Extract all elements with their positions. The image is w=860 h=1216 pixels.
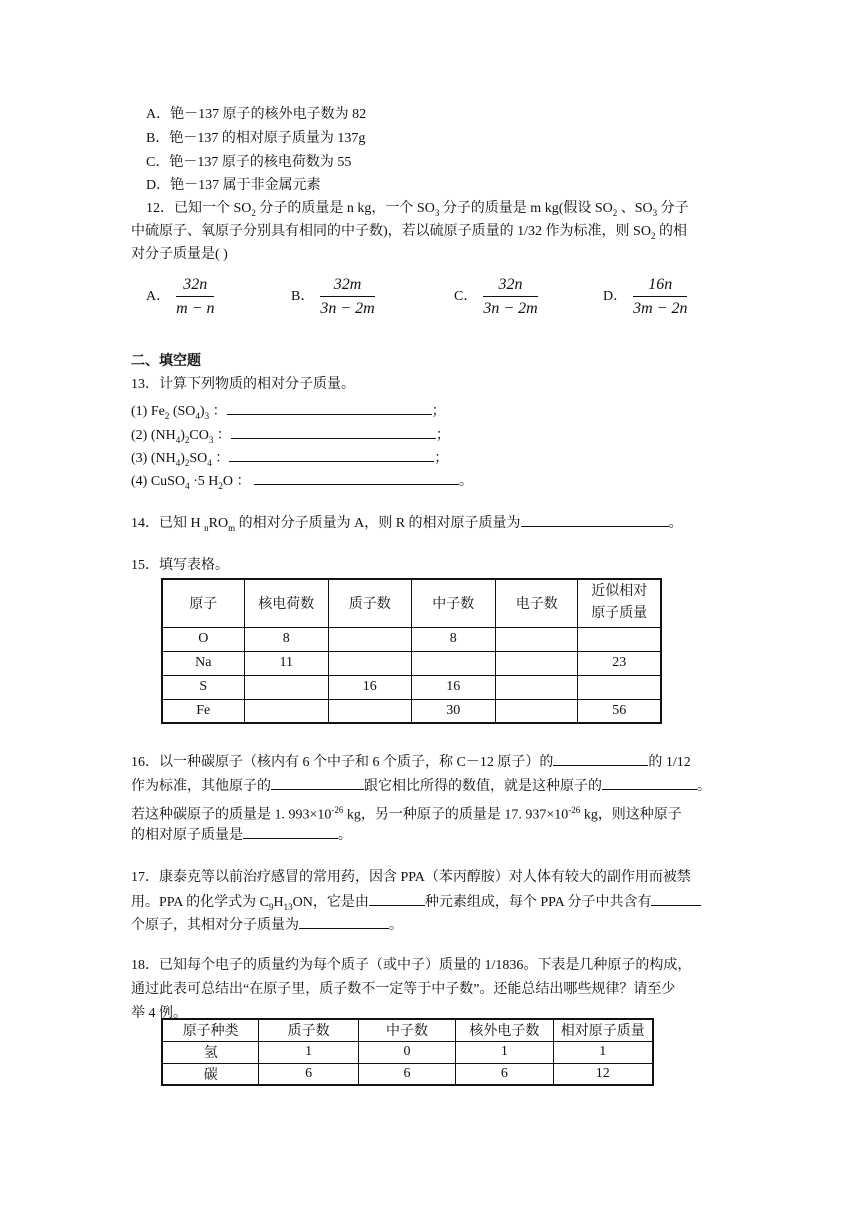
q16-line4: 的相对原子质量是 。	[131, 824, 352, 846]
q18-line2: 通过此表可总结出“在原子里，质子数不一定等于中子数”。还能总结出哪些规律？请至少	[131, 982, 676, 997]
q11-option-c: C．铯－137 原子的核电荷数为 55	[146, 155, 352, 170]
q12-line1: 12．已知一个 $SO_2$ 分子的质量是 n kg，一个 $SO_3$ 分子的质量是 m kg(假设 $SO_2$ 、$SO_3$ 分子	[146, 201, 689, 218]
q12-option-d[interactable]: D． $\frac{16n}{3m - 2n}$	[603, 276, 688, 317]
answer-blank[interactable]	[254, 470, 459, 485]
q15-title: 15．填写表格。	[131, 558, 229, 573]
q18-table	[161, 1018, 654, 1086]
q12-line2: 中硫原子、氧原子分别具有相同的中子数)，若以硫原子质量的 1/32 作为标准，则 $SO_2$ 的相	[131, 224, 687, 241]
q16-line2: 作为标准，其他原子的 跟它相比所得的数值，就是这种原子的 。	[131, 775, 711, 797]
table-cell-blank[interactable]	[244, 675, 328, 699]
q12-option-c[interactable]: C． $\frac{32n}{3n - 2m}$	[454, 276, 538, 317]
q11-option-b: B．铯－137 的相对原子质量为 137g	[146, 131, 366, 146]
table-cell-blank[interactable]	[495, 675, 578, 699]
fraction: $\frac{32n}{m - n}$	[176, 276, 215, 317]
q18-line3: 举 4 例。	[131, 1006, 187, 1021]
q13-item-4: (4) CuSO$_4$ ·5 $H_2O$ ： 。	[131, 470, 473, 496]
table-row: Na 11 23	[162, 651, 661, 675]
answer-blank[interactable]	[227, 400, 432, 415]
q14: 14．已知 H $_nRO_m$ 的相对分子质量为 A，则 R 的相对原子质量为 。	[131, 512, 683, 538]
table-row: S 16 16	[162, 675, 661, 699]
answer-blank[interactable]	[231, 424, 436, 439]
q17-line3: 个原子，其相对分子质量为 。	[131, 914, 403, 936]
fraction: $\frac{16n}{3m - 2n}$	[633, 276, 688, 317]
answer-blank[interactable]	[271, 775, 364, 790]
q11-option-a: A．铯－137 原子的核外电子数为 82	[146, 107, 367, 122]
table-cell-blank[interactable]	[578, 675, 661, 699]
q17-line2: 用。PPA 的化学式为 $C_9H_{13}ON$，它是由 种元素组成，每个 PPA 分子中共含有	[131, 891, 701, 917]
table-cell-blank[interactable]	[329, 627, 412, 651]
table-cell-blank[interactable]	[244, 699, 328, 723]
section-title: 二、填空题	[131, 354, 201, 369]
q13-item-2: (2) $(NH_4)_2CO_3$ ： ；	[131, 424, 450, 450]
q12-line3: 对分子质量是( )	[131, 247, 228, 262]
q15-table	[161, 578, 662, 724]
q12-option-b[interactable]: B． $\frac{32m}{3n - 2m}$	[291, 276, 375, 317]
table-row: 氢 1 0 1 1	[162, 1041, 653, 1063]
q17-line1: 17．康泰克等以前治疗感冒的常用药，因含 PPA（苯丙醇胺）对人体有较大的副作用而被禁	[131, 870, 691, 885]
answer-blank[interactable]	[521, 512, 669, 527]
q13-item-3: (3) $(NH_4)_2SO_4$ ： ；	[131, 447, 448, 473]
table-cell-blank[interactable]	[495, 627, 578, 651]
q13-item-1: (1) $Fe_2$ $(SO_4)_3$ ： ；	[131, 400, 446, 426]
table-row: O 8 8	[162, 627, 661, 651]
table-row: Fe 30 56	[162, 699, 661, 723]
answer-blank[interactable]	[369, 891, 425, 906]
answer-blank[interactable]	[553, 751, 648, 766]
fraction: $\frac{32m}{3n - 2m}$	[320, 276, 375, 317]
table-cell-blank[interactable]	[411, 651, 495, 675]
table-cell-blank[interactable]	[495, 699, 578, 723]
answer-blank[interactable]	[602, 775, 697, 790]
answer-blank[interactable]	[651, 891, 701, 906]
answer-blank[interactable]	[299, 914, 389, 929]
table-cell-blank[interactable]	[329, 699, 412, 723]
table-cell-blank[interactable]	[578, 627, 661, 651]
q16-line1: 16．以一种碳原子（核内有 6 个中子和 6 个质子，称 C－12 原子）的 的 1/12	[131, 751, 691, 773]
q12-option-a[interactable]: A． $\frac{32n}{m - n}$	[146, 276, 215, 317]
table-row: 碳 6 6 6 12	[162, 1063, 653, 1085]
q18-line1: 18．已知每个电子的质量约为每个质子（或中子）质量的 1/1836。下表是几种原子的构成，	[131, 958, 692, 973]
table-header-row: 原子 核电荷数 质子数 中子数 电子数 近似相对 原子质量	[162, 579, 661, 627]
fraction: $\frac{32n}{3n - 2m}$	[483, 276, 538, 317]
table-cell-blank[interactable]	[329, 651, 412, 675]
q16-line3: 若这种碳原子的质量是 1. $993\times 10^{-26}$ kg，另一种原子的质量是 17. $937\times 10^{-26}$ kg，则这种原子	[131, 805, 682, 823]
table-cell-blank[interactable]	[495, 651, 578, 675]
table-header-row: 原子种类 质子数 中子数 核外电子数 相对原子质量	[162, 1019, 653, 1041]
answer-blank[interactable]	[243, 824, 338, 839]
q13-title: 13．计算下列物质的相对分子质量。	[131, 377, 355, 392]
answer-blank[interactable]	[229, 447, 434, 462]
q11-option-d: D．铯－137 属于非金属元素	[146, 178, 321, 193]
